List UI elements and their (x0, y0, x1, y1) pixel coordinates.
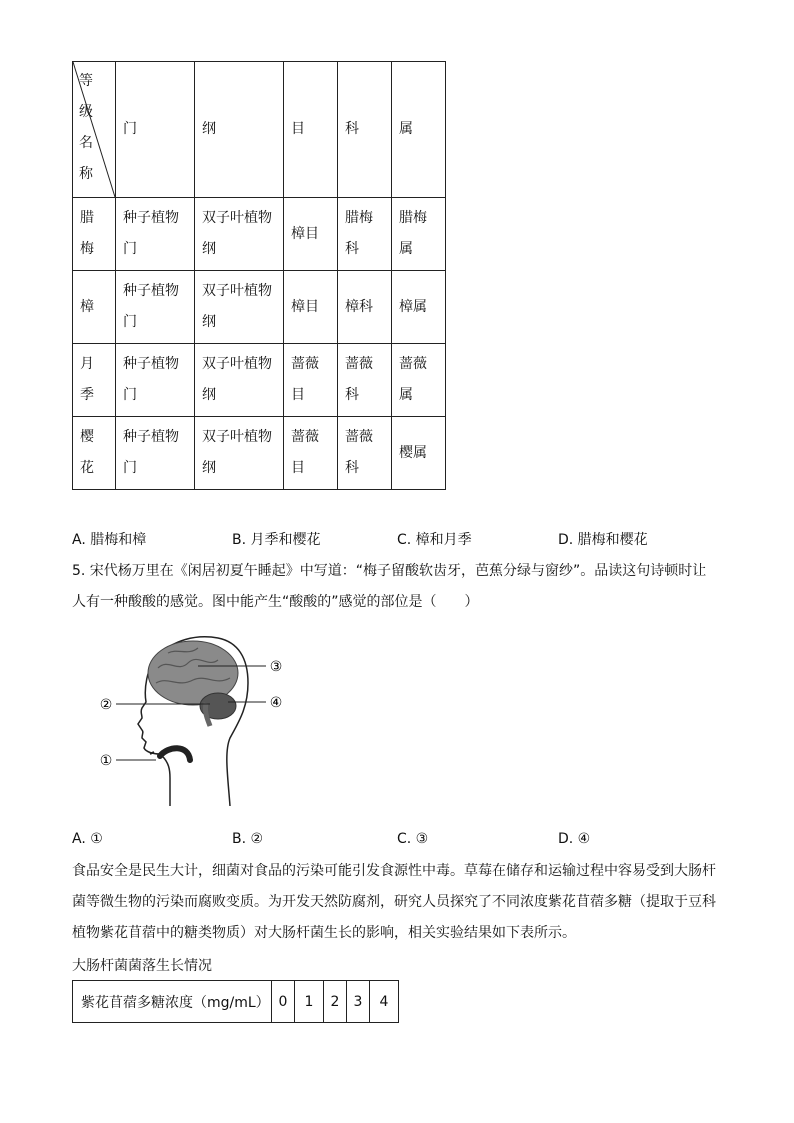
brain-head-figure (98, 628, 288, 808)
header-men: 门 (116, 62, 195, 198)
option-a[interactable]: A. ① (72, 831, 103, 847)
concentration-header: 紫花苜蓿多糖浓度（mg/mL） (73, 981, 272, 1023)
table-row: 樱 花 种子植物 门 双子叶植物 纲 蔷薇 目 蔷薇 科 樱属 (73, 417, 446, 490)
value-cell: 1 (295, 981, 324, 1023)
corner-cell (73, 62, 116, 198)
header-mu: 目 (284, 62, 338, 198)
label-3: ③ (269, 659, 283, 675)
value-cell: 4 (370, 981, 399, 1023)
option-d[interactable]: D. 腊梅和樱花 (558, 532, 648, 548)
option-c[interactable]: C. ③ (397, 831, 429, 847)
corner-char: 级 (79, 104, 93, 120)
option-d[interactable]: D. ④ (558, 831, 591, 847)
value-cell: 2 (324, 981, 347, 1023)
corner-char: 名 (79, 135, 93, 151)
table-row: 腊 梅 种子植物 门 双子叶植物 纲 樟目 腊梅 科 腊梅 属 (73, 198, 446, 271)
label-2: ② (99, 697, 113, 713)
option-b[interactable]: B. 月季和樱花 (232, 532, 321, 548)
passage: 食品安全是民生大计，细菌对食品的污染可能引发食源性中毒。草莓在储存和运输过程中容易受到大肠杆 菌等微生物的污染而腐败变质。为开发天然防腐剂，研究人员探究了不同浓度紫花苜蓿多糖（提取于豆科 植物紫花苜蓿中的糖类物质）对大肠杆菌生长的影响，相关实验结果如下表所示。 (72, 863, 716, 941)
option-a[interactable]: A. 腊梅和樟 (72, 532, 147, 548)
q5-stem: 5. 宋代杨万里在《闲居初夏午睡起》中写道：“梅子留酸软齿牙，芭蕉分绿与窗纱”。品读这句诗顿时让 人有一种酸酸的感觉。图中能产生“酸酸的”感觉的部位是（ ） (72, 563, 707, 610)
option-b[interactable]: B. ② (232, 831, 264, 847)
taxonomy-table (72, 61, 446, 490)
option-c[interactable]: C. 樟和月季 (397, 532, 472, 548)
header-gang: 纲 (195, 62, 284, 198)
label-4: ④ (269, 695, 283, 711)
header-ke: 科 (338, 62, 392, 198)
label-1: ① (99, 753, 113, 769)
value-cell: 0 (272, 981, 295, 1023)
table-row: 樟 种子植物 门 双子叶植物 纲 樟目 樟科 樟属 (73, 271, 446, 344)
corner-char: 称 (79, 166, 93, 182)
header-shu: 属 (392, 62, 446, 198)
table-row (73, 981, 399, 1023)
table-caption: 大肠杆菌菌落生长情况 (72, 958, 212, 974)
value-cell: 3 (347, 981, 370, 1023)
concentration-table (72, 980, 399, 1023)
corner-char: 等 (79, 73, 93, 89)
table-row: 月 季 种子植物 门 双子叶植物 纲 蔷薇 目 蔷薇 科 蔷薇 属 (73, 344, 446, 417)
